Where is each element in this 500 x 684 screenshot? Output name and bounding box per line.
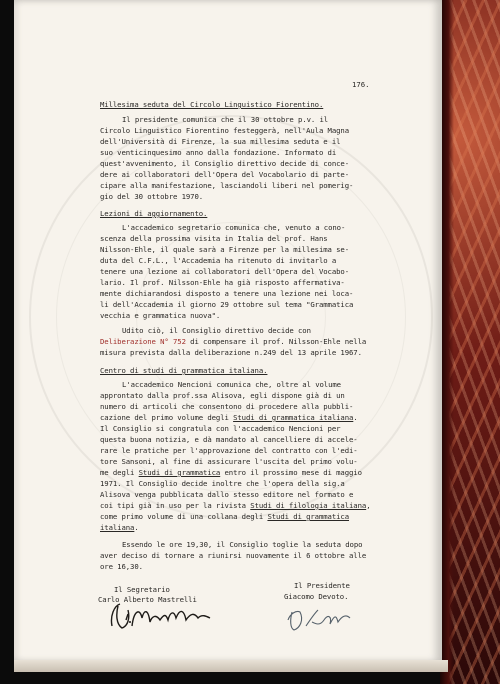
text-line: dere ai collaboratori dell'Opera del Vocabolario di parte- — [100, 170, 350, 179]
text-line: vecchia e grammatica nuova". — [100, 311, 221, 320]
text-line: cipare alla manifestazione, lasciandoli liberi nel pomerig- — [100, 181, 354, 190]
text-line: approntato dalla prof.ssa Alisova, egli dispone già di un — [100, 391, 345, 400]
president-signature — [284, 602, 364, 636]
secretary-title: Il Segretario — [114, 585, 170, 594]
series-title: Studi di grammatica — [267, 512, 350, 521]
text-line: Nilsson-Ehle, il quale sarà a Firenze per la millesima se- — [100, 245, 350, 254]
deliberation-number: Deliberazione N° 752 — [100, 337, 186, 346]
text-line: duta del C.F.L., l'Accademia ha ritenuto di invitarlo a — [100, 256, 337, 265]
text-line: cazione del primo volume degli Studi di grammatica italiana. — [100, 413, 358, 422]
section-heading-lezioni: Lezioni di aggiornamento. — [100, 209, 208, 218]
text-line: rare le pratiche per l'approvazione del contratto con l'edi- — [100, 446, 358, 455]
section-heading-centro: Centro di studi di grammatica italiana. — [100, 366, 268, 375]
text-line — [100, 336, 366, 347]
text-line: tore Sansoni, al fine di assicurare l'uscita del primo volu- — [100, 457, 358, 466]
text-line: suo venticinquesimo anno dalla fondazione. Informato di — [100, 148, 337, 157]
page-number: 176. — [352, 80, 370, 89]
text-line: Circolo Linguistico Fiorentino festeggerà, nell'Aula Magna — [100, 126, 350, 135]
text-span: cazione del primo volume degli — [100, 413, 234, 422]
text-span: entro il prossimo mese di maggio — [220, 468, 362, 477]
text-line: ore 16,30. — [100, 562, 143, 571]
text-span: come primo volume di una collana degli — [100, 512, 268, 521]
secretary-name: Carlo Alberto Mastrelli — [98, 595, 197, 604]
text-line: gio del 30 ottobre 1970. — [100, 192, 204, 201]
series-title: Studi di grammatica italiana — [233, 413, 354, 422]
text-span: me degli — [100, 468, 139, 477]
president-name: Giacomo Devoto. — [284, 592, 349, 601]
text-line: questa buona notizia, e dà mandato al cancelliere di accele- — [100, 435, 358, 444]
text-line: aver deciso di tornare a riunirsi nuovamente il 6 ottobre alle — [100, 551, 367, 560]
text-line: Il Consiglio si congratula con l'accademico Nencioni per — [100, 424, 341, 433]
document-page — [14, 0, 442, 662]
text-line: scenza della prossima visita in Italia del prof. Hans — [100, 234, 328, 243]
series-title: italiana — [100, 523, 135, 532]
text-span: di compensare il prof. Nilsson-Ehle nella — [185, 337, 367, 346]
text-line — [100, 511, 349, 522]
text-line: quest'avvenimento, il Consiglio direttivo decide di conce- — [100, 159, 350, 168]
text-line: li dell'Accademia il giorno 29 ottobre sul tema "Grammatica — [100, 300, 354, 309]
text-line: numero di articoli che consentono di procedere alla pubbli- — [100, 402, 354, 411]
text-line: tenere una lezione ai collaboratori dell'Opera del Vocabo- — [100, 267, 350, 276]
text-line: italiana. — [100, 523, 139, 532]
text-line: L'accademico segretario comunica che, venuto a cono- — [122, 223, 346, 232]
text-line: lario. Il prof. Nilsson-Ehle ha già risposto affermativa- — [100, 278, 345, 287]
text-line: mente dichiarandosi disposto a tenere una lezione nei loca- — [100, 289, 354, 298]
text-line: Essendo le ore 19,30, il Consiglio toglie la seduta dopo — [122, 540, 363, 549]
page-stack-edge — [14, 660, 448, 672]
text-line: misura prevista dalla deliberazione n.249 del 13 aprile 1967. — [100, 348, 362, 357]
text-line: Udito ciò, il Consiglio direttivo decide con — [122, 326, 311, 335]
text-line: Il presidente comunica che il 30 ottobre p.v. il — [122, 115, 329, 124]
section-heading-millesima: Millesima seduta del Circolo Linguistico Fiorentino. — [100, 100, 324, 109]
secretary-signature — [106, 596, 216, 636]
text-line: dell'Università di Firenze, la sua millesima seduta e il — [100, 137, 341, 146]
book-binding-edge — [440, 0, 500, 684]
text-line: Alisova venga pubblicata dallo stesso editore nel formato e — [100, 490, 354, 499]
series-title: Studi di grammatica — [138, 468, 221, 477]
president-title: Il Presidente — [294, 581, 350, 590]
text-line: L'accademico Nencioni comunica che, oltre al volume — [122, 380, 341, 389]
text-line — [100, 467, 362, 478]
text-line: coi tipi già in uso per la rivista Studi di filologia italiana, — [100, 501, 371, 510]
text-line: 1971. Il Consiglio decide inoltre che l'opera della sig.a — [100, 479, 345, 488]
journal-title: Studi di filologia italiana — [250, 501, 367, 510]
text-span: coi tipi già in uso per la rivista — [100, 501, 251, 510]
